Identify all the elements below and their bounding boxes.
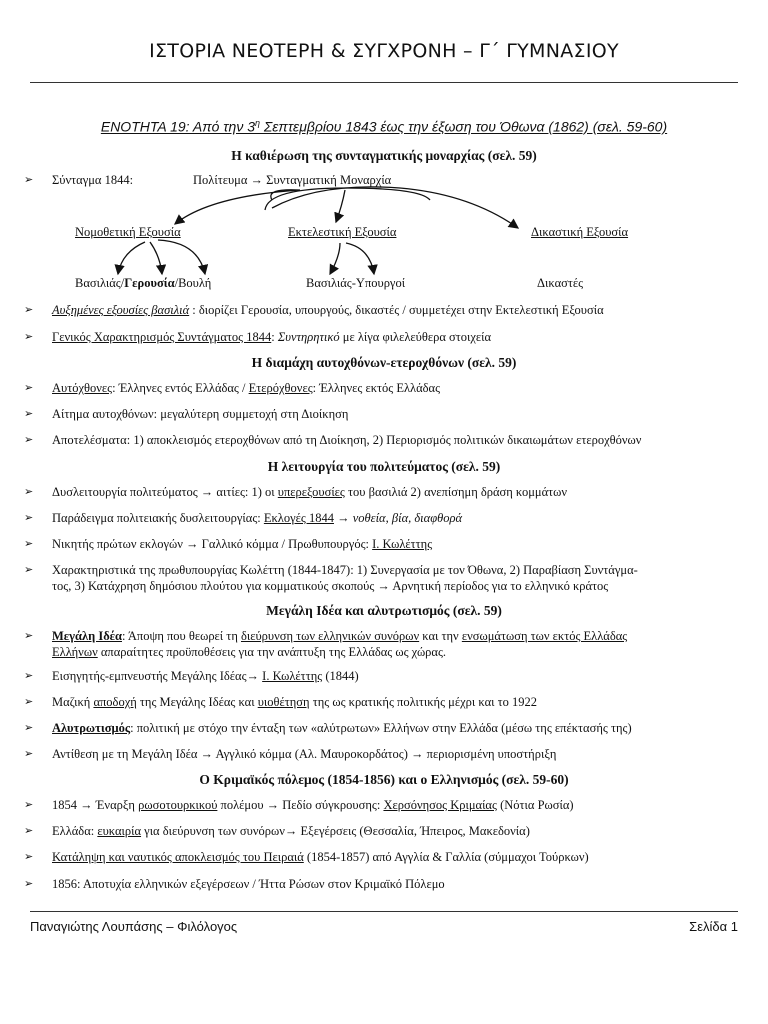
text-line-1: Χαρακτηριστικά της πρωθυπουργίας Κωλέττη (1844-1847): 1) Συνεργασία με τον Όθωνα, 2) Παραβίαση Συντάγμα- [52, 563, 638, 577]
text-fragment: Παράδειγμα πολιτειακής δυσλειτουργίας: [52, 511, 264, 525]
text-fragment: Αποτελέσματα: 1) αποκλεισμός ετεροχθόνων από τη Διοίκηση, 2) Περιορισμός πολιτικών δικαιωμάτων ετεροχθόνων [52, 433, 642, 447]
bullet-arrow-icon: ➢ [24, 382, 34, 394]
border-expansion-term: διεύρυνση των ελληνικών συνόρων [240, 629, 420, 643]
judicial-members: Δικαστές [537, 276, 584, 290]
list-item-megali-idea-acceptance [24, 695, 742, 711]
autochthons-label: Αυτόχθονες [52, 381, 113, 395]
text-fragment: του βασιλιά 2) ανεπίσημη δράση κομμάτων [344, 485, 568, 499]
list-item-dysfunction [24, 485, 742, 501]
bullet-arrow-icon: ➢ [24, 304, 34, 316]
bullet-arrow-icon: ➢ [24, 434, 34, 446]
executive-members: Βασιλιάς-Υπουργοί [306, 276, 406, 290]
text-fragment: (1844) [322, 669, 359, 683]
bullet-arrow-icon: ➢ [24, 670, 34, 682]
acceptance-term: αποδοχή [93, 695, 137, 709]
kolettis-name: Ι. Κωλέττης [372, 537, 433, 551]
list-item-war-start [24, 798, 742, 814]
politeuma-label: Πολίτευμα → Συνταγματική Μοναρχία [193, 173, 392, 187]
bullet-arrow-icon: ➢ [24, 486, 34, 498]
megali-idea-term: Μεγάλη Ιδέα [52, 629, 122, 643]
fraud-terms: νοθεία, βία, διαφθορά [352, 511, 463, 525]
king-powers-label: Αυξημένες εξουσίες βασιλιά [52, 303, 190, 317]
text-fragment: (Νότια Ρωσία) [496, 798, 574, 812]
branch-judicial: Δικαστική Εξουσία [531, 225, 629, 239]
bullet-arrow-icon: ➢ [24, 331, 34, 343]
footer-divider [30, 911, 738, 912]
bullet-arrow-icon: ➢ [24, 722, 34, 734]
kolettis-name: Ι. Κωλέττης [262, 669, 323, 683]
list-item-election-winner [24, 537, 742, 553]
king-powers-text: : διορίζει Γερουσία, υπουργούς, δικαστές / συμμετέχει στην Εκτελεστική Εξουσία [189, 303, 604, 317]
bullet-arrow-icon: ➢ [24, 878, 34, 890]
text-fragment: πολέμου → Πεδίο σύγκρουσης: [217, 798, 384, 812]
header-divider [30, 82, 738, 83]
text-fragment: Μαζική [52, 695, 94, 709]
text-fragment: 1854 → Έναρξη [52, 798, 139, 812]
list-item-megali-idea-founder [24, 669, 742, 685]
list-item-opposition [24, 747, 742, 763]
footer-page-number: Σελίδα 1 [689, 919, 738, 934]
arrow-to-ministers-right [346, 243, 374, 274]
list-item-king-powers [24, 303, 742, 319]
text-fragment: : πολιτική με στόχο την ένταξη των «αλύτρωτων» Ελλήνων στην Ελλάδα (μέσω της επέκτασής της) [130, 721, 632, 735]
arrow-to-legislative [175, 190, 300, 224]
bullet-arrow-icon: ➢ [24, 630, 34, 642]
conservative-term: Συντηρητικό [277, 330, 340, 344]
opportunity-term: ευκαιρία [97, 824, 142, 838]
text-fragment: : Έλληνες εντός Ελλάδας / [112, 381, 249, 395]
arrow-to-senate [150, 242, 162, 274]
superpowers-term: υπερεξουσίες [277, 485, 345, 499]
list-item-1856 [24, 877, 742, 893]
text-fragment: : Έλληνες εκτός Ελλάδας [312, 381, 441, 395]
arrow-to-judicial [272, 187, 518, 228]
legislative-parliament: /Βουλή [174, 276, 212, 290]
footer-author: Παναγιώτης Λουπάσης – Φιλόλογος [30, 919, 238, 934]
text-fragment: για διεύρυνση των συνόρων→ Εξεγέρσεις (Θεσσαλία, Ήπειρος, Μακεδονία) [141, 824, 530, 838]
legislative-members [75, 276, 211, 291]
text-line-2: τος, 3) Κατάχρηση δημόσιου πλούτου για κομματικούς σκοπούς → Αρνητική περίοδος για το ελληνικό κράτος [52, 578, 609, 593]
unit-title-text: ΕΝΟΤΗΤΑ 19: Από την 3 [100, 118, 255, 135]
arrow-top-curve [265, 188, 430, 210]
section-title-constitutional-monarchy: Η καθιέρωση της συνταγματικής μοναρχίας (σελ. 59) [231, 148, 537, 163]
text-fragment: και την [419, 629, 462, 643]
text-fragment: → [333, 511, 353, 525]
list-item-constitution-character [24, 330, 742, 346]
adoption-term: υιοθέτηση [257, 695, 310, 709]
crimea-term: Χερσόνησος Κριμαίας [383, 798, 497, 812]
text-fragment: με λίγα φιλελεύθερα στοιχεία [339, 330, 492, 344]
heterochthons-label: Ετερόχθονες [248, 381, 313, 395]
arrow-to-king [118, 242, 145, 274]
page-header-title: ΙΣΤΟΡΙΑ ΝΕΟΤΕΡΗ & ΣΥΓΧΡΟΝΗ – Γ΄ ΓΥΜΝΑΣΙΟΥ [149, 40, 619, 62]
arrow-to-executive [336, 190, 345, 222]
text-fragment: απαραίτητες προϋποθέσεις για την ανάπτυξη της Ελλάδας ως χώρας. [97, 644, 447, 659]
text-fragment: Δυσλειτουργία πολιτεύματος → αιτίες: 1) οι [52, 485, 278, 499]
arrow-to-parliament [158, 240, 205, 274]
arrow-to-ministers-left [330, 243, 340, 274]
section-title-autochthons: Η διαμάχη αυτοχθόνων-ετεροχθόνων (σελ. 59) [251, 355, 517, 370]
section-title-regime-function: Η λειτουργία του πολιτεύματος (σελ. 59) [267, 459, 501, 474]
list-item-elections-example [24, 511, 742, 527]
bullet-arrow-icon: ➢ [24, 696, 34, 708]
integration-term: ενσωμάτωση των εκτός Ελλάδας [461, 629, 628, 643]
unit-title [0, 118, 768, 135]
list-item-syntagma [24, 173, 742, 189]
text-fragment: Νικητής πρώτων εκλογών → Γαλλικό κόμμα / Πρωθυπουργός: [52, 537, 373, 551]
list-item-autochthons-demand [24, 407, 742, 423]
list-item-kolettis-premiership [24, 563, 742, 594]
section-title-crimean-war: Ο Κριμαϊκός πόλεμος (1854-1856) και ο Ελληνισμός (σελ. 59-60) [199, 772, 569, 787]
bullet-arrow-icon: ➢ [24, 538, 34, 550]
text-fragment: της Μεγάλης Ιδέας και [136, 695, 258, 709]
unit-title-text-2: Σεπτεμβρίου 1843 έως την έξωση του Όθωνα (1862) (σελ. 59-60) [260, 118, 668, 135]
list-item-megali-idea [24, 629, 742, 660]
text-fragment: Αίτημα αυτοχθόνων: μεγαλύτερη συμμετοχή στη Διοίκηση [52, 407, 349, 421]
bullet-arrow-icon: ➢ [24, 512, 34, 524]
text-fragment: Εισηγητής-εμπνευστής Μεγάλης Ιδέας→ [52, 669, 263, 683]
integration-term-2: Ελλήνων [52, 644, 98, 659]
russo-turkish-term: ρωσοτουρκικού [138, 798, 218, 812]
bullet-arrow-icon: ➢ [24, 174, 34, 186]
bullet-arrow-icon: ➢ [24, 408, 34, 420]
bullet-arrow-icon: ➢ [24, 564, 34, 576]
bullet-arrow-icon: ➢ [24, 799, 34, 811]
branch-executive: Εκτελεστική Εξουσία [288, 225, 397, 239]
bullet-arrow-icon: ➢ [24, 748, 34, 760]
legislative-senate: Γερουσία [124, 276, 175, 290]
text-fragment: Ελλάδα: [52, 824, 98, 838]
bullet-arrow-icon: ➢ [24, 825, 34, 837]
legislative-king: Βασιλιάς/ [75, 276, 125, 290]
elections-1844-term: Εκλογές 1844 [263, 511, 334, 525]
bullet-arrow-icon: ➢ [24, 851, 34, 863]
piraeus-occupation-term: Κατάληψη και ναυτικός αποκλεισμός του Πειραιά [52, 850, 304, 864]
list-item-greece-opportunity [24, 824, 742, 840]
text-fragment: : [271, 330, 278, 344]
branch-legislative: Νομοθετική Εξουσία [75, 225, 181, 239]
irredentism-term: Αλυτρωτισμός [52, 721, 131, 735]
text-fragment: : Άποψη που θεωρεί τη [122, 629, 241, 643]
text-fragment: (1854-1857) από Αγγλία & Γαλλία (σύμμαχοι Τούρκων) [303, 850, 589, 864]
list-item-piraeus-occupation [24, 850, 742, 866]
constitution-character-label: Γενικός Χαρακτηρισμός Συντάγματος 1844 [52, 330, 272, 344]
list-item-irredentism [24, 721, 742, 737]
syntagma-label: Σύνταγμα 1844: [52, 173, 134, 187]
text-fragment: Αντίθεση με τη Μεγάλη Ιδέα → Αγγλικό κόμμα (Αλ. Μαυροκορδάτος) → περιορισμένη υποστήριξη [52, 747, 557, 761]
section-title-megali-idea: Μεγάλη Ιδέα και αλυτρωτισμός (σελ. 59) [266, 603, 502, 618]
unit-title-sup: η [255, 118, 260, 128]
page-footer [30, 919, 738, 934]
text-fragment: 1856: Αποτυχία ελληνικών εξεγέρσεων / Ήττα Ρώσων στον Κριμαϊκό Πόλεμο [52, 877, 445, 891]
list-item-autochthons [24, 381, 742, 397]
text-fragment: της ως κρατικής πολιτικής μέχρι και το 1922 [309, 695, 538, 709]
list-item-results [24, 433, 742, 449]
